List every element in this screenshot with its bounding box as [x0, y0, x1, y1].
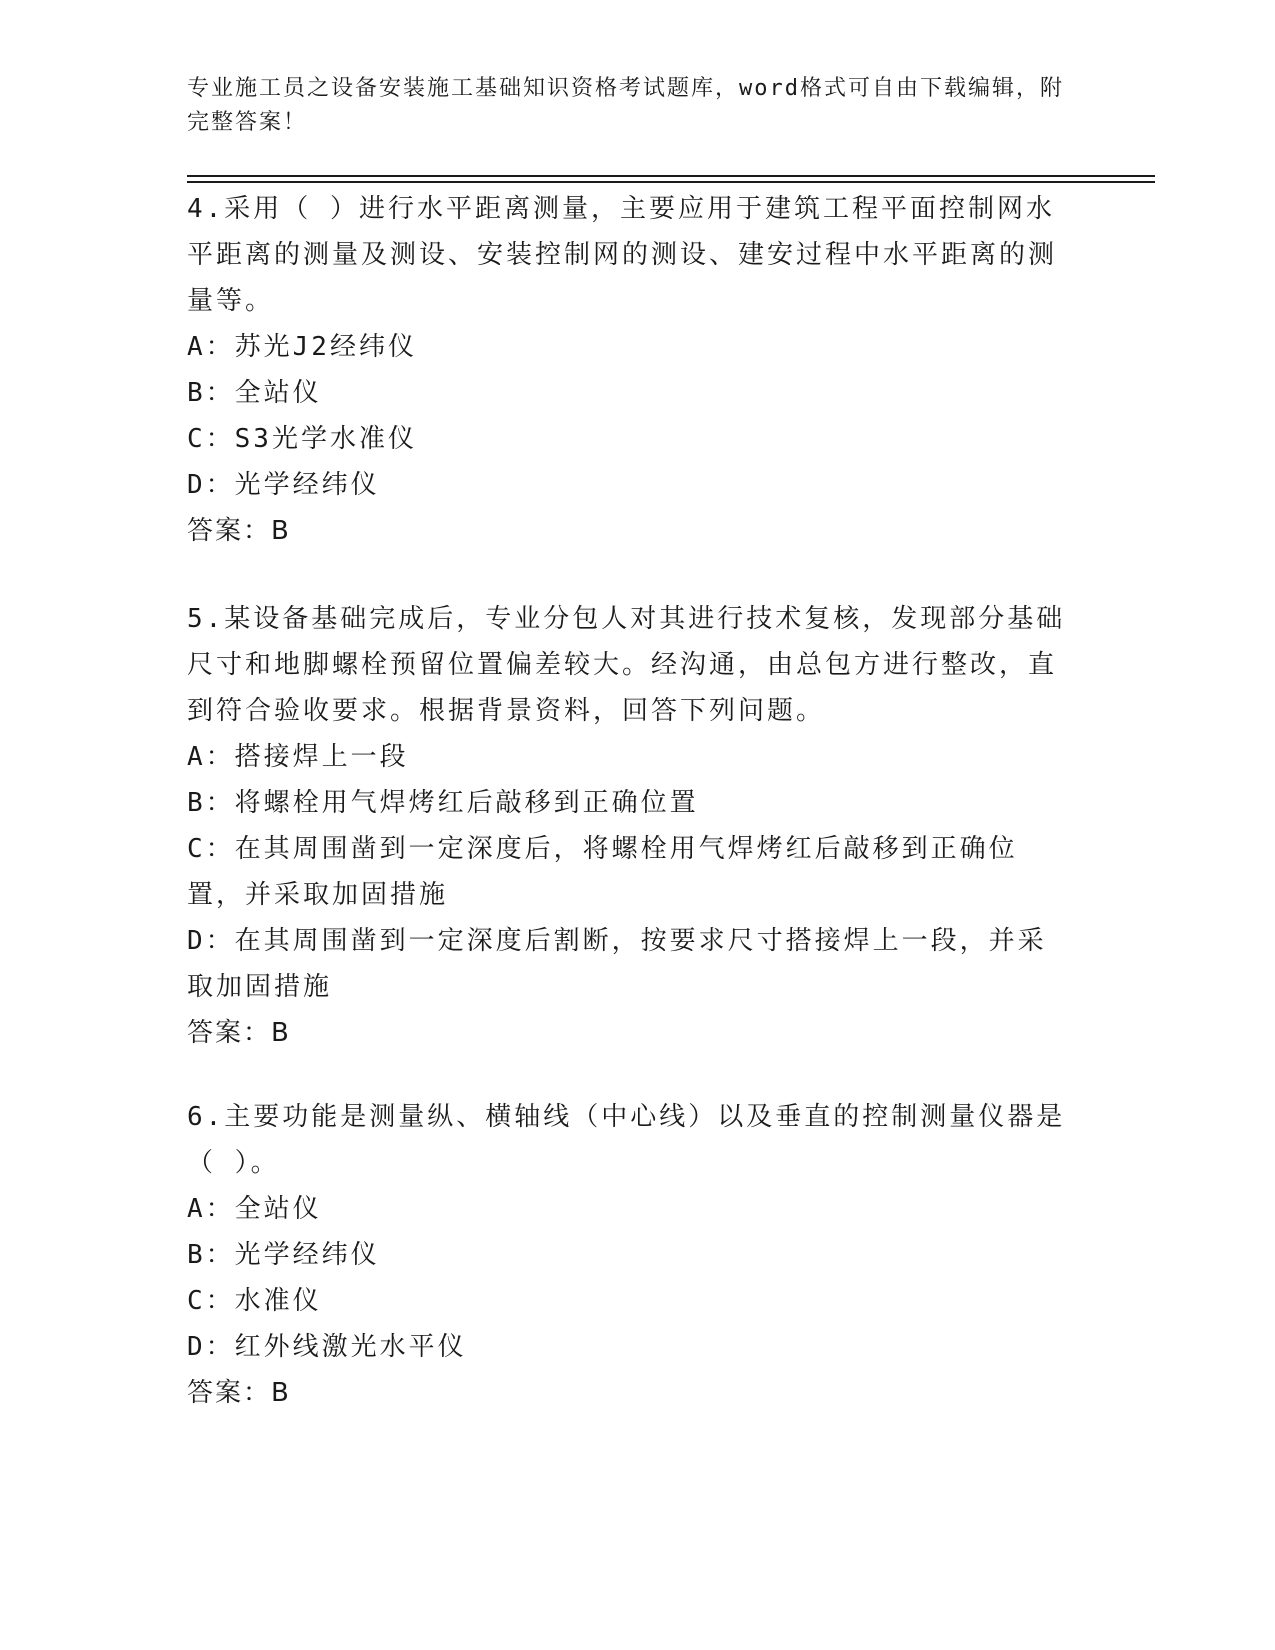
option-c: C：在其周围凿到一定深度后，将螺栓用气焊烤红后敲移到正确位置，并采取加固措施 — [187, 834, 1018, 910]
option-c: C：S3光学水准仪 — [187, 424, 417, 454]
option-c: C：水准仪 — [187, 1286, 322, 1316]
question-5 — [187, 596, 1067, 1056]
option-b: B：光学经纬仪 — [187, 1240, 380, 1270]
option-b: B：将螺栓用气焊烤红后敲移到正确位置 — [187, 788, 699, 818]
option-a: A：搭接焊上一段 — [187, 742, 409, 772]
option-a: A：苏光J2经纬仪 — [187, 332, 417, 362]
option-d: D：在其周围凿到一定深度后割断，按要求尺寸搭接焊上一段，并采取加固措施 — [187, 926, 1047, 1002]
option-d: D：光学经纬仪 — [187, 470, 380, 500]
header-divider-top — [187, 175, 1155, 177]
question-stem: 6.主要功能是测量纵、横轴线（中心线）以及垂直的控制测量仪器是（ ）。 — [187, 1102, 1066, 1178]
question-stem: 5.某设备基础完成后，专业分包人对其进行技术复核，发现部分基础尺寸和地脚螺栓预留位置偏差较大。经沟通，由总包方进行整改，直到符合验收要求。根据背景资料，回答下列问题。 — [187, 604, 1066, 726]
question-stem: 4.采用（ ）进行水平距离测量，主要应用于建筑工程平面控制网水平距离的测量及测设、安装控制网的测设、建安过程中水平距离的测量等。 — [187, 194, 1058, 316]
answer-label: 答案：B — [187, 1378, 291, 1408]
option-a: A：全站仪 — [187, 1194, 322, 1224]
document-header: 专业施工员之设备安装施工基础知识资格考试题库，word格式可自由下载编辑，附完整答案！ — [187, 76, 1064, 135]
answer-label: 答案：B — [187, 516, 291, 546]
option-b: B：全站仪 — [187, 378, 322, 408]
question-4 — [187, 186, 1067, 554]
question-6 — [187, 1094, 1067, 1416]
answer-label: 答案：B — [187, 1018, 291, 1048]
header-divider-bottom — [187, 181, 1155, 183]
option-d: D：红外线激光水平仪 — [187, 1332, 467, 1362]
